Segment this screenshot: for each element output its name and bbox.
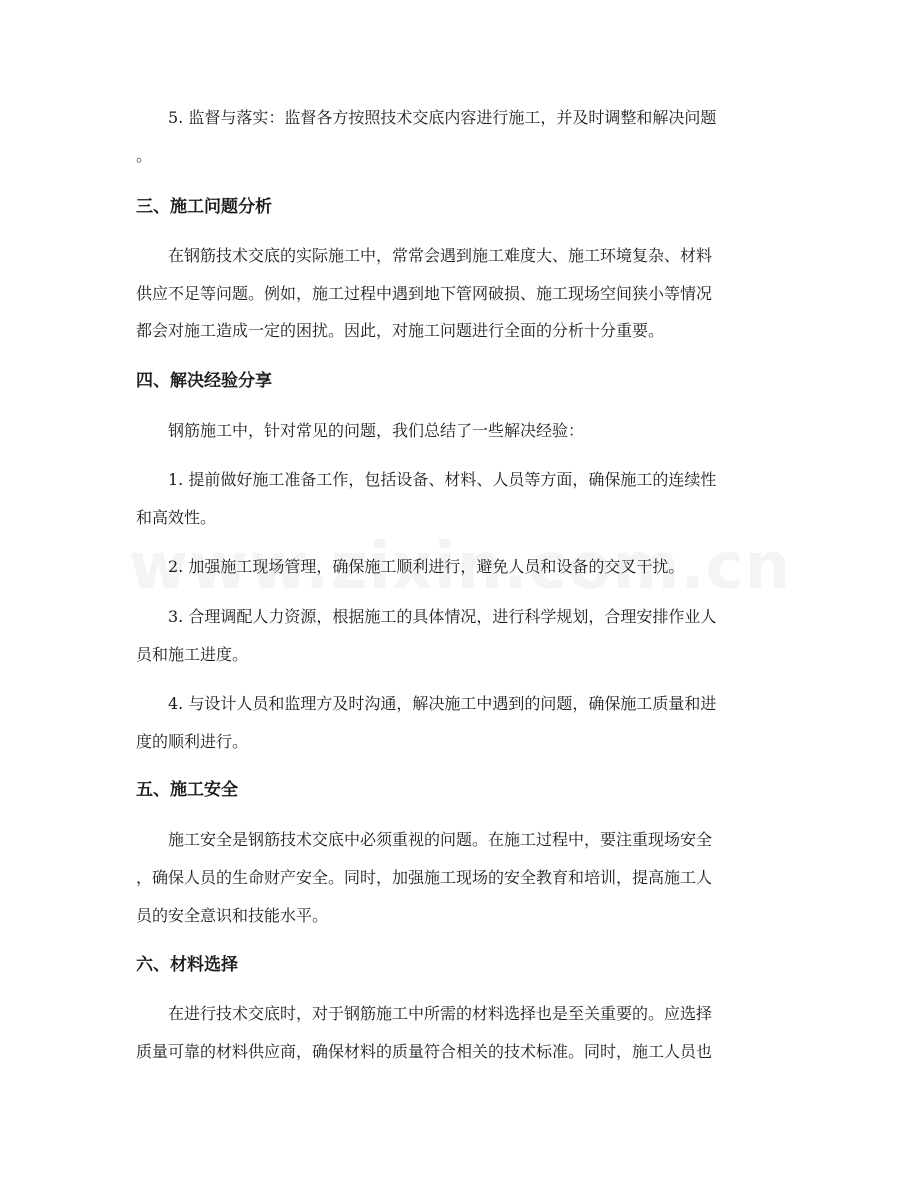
section-6-paragraph-line-2: 质量可靠的材料供应商，确保材料的质量符合相关的技术标准。同时，施工人员也 xyxy=(136,1042,713,1061)
section-3-paragraph-line-3: 都会对施工造成一定的困扰。因此，对施工问题进行全面的分析十分重要。 xyxy=(136,321,665,340)
list-item-4-line-2: 度的顺利进行。 xyxy=(136,732,249,751)
section-3-paragraph-line-2: 供应不足等问题。例如，施工过程中遇到地下管网破损、施工现场空间狭小等情况 xyxy=(136,284,713,303)
section-4-intro: 钢筋施工中，针对常见的问题，我们总结了一些解决经验： xyxy=(168,421,585,440)
section-5-paragraph-line-3: 员的安全意识和技能水平。 xyxy=(136,906,329,925)
list-item-3-line-2: 员和施工进度。 xyxy=(136,645,249,664)
item-5-line-2: 。 xyxy=(136,146,153,165)
list-item-2: 2. 加强施工现场管理，确保施工顺利进行，避免人员和设备的交叉干扰。 xyxy=(168,557,685,576)
section-6-heading: 六、材料选择 xyxy=(136,955,238,975)
section-6-paragraph-line-1: 在进行技术交底时，对于钢筋施工中所需的材料选择也是至关重要的。应选择 xyxy=(168,1004,713,1023)
section-5-paragraph-line-1: 施工安全是钢筋技术交底中必须重视的问题。在施工过程中，要注重现场安全 xyxy=(168,830,713,849)
section-3-paragraph-line-1: 在钢筋技术交底的实际施工中，常常会遇到施工难度大、施工环境复杂、材料 xyxy=(168,246,713,265)
list-item-3-line-1: 3. 合理调配人力资源，根据施工的具体情况，进行科学规划，合理安排作业人 xyxy=(168,607,717,626)
section-5-paragraph-line-2: ，确保人员的生命财产安全。同时，加强施工现场的安全教育和培训，提高施工人 xyxy=(136,868,713,887)
section-3-heading: 三、施工问题分析 xyxy=(136,197,272,217)
section-4-heading: 四、解决经验分享 xyxy=(136,371,272,391)
list-item-1-line-1: 1. 提前做好施工准备工作，包括设备、材料、人员等方面，确保施工的连续性 xyxy=(168,470,717,489)
list-item-1-line-2: 和高效性。 xyxy=(136,508,217,527)
list-item-4-line-1: 4. 与设计人员和监理方及时沟通，解决施工中遇到的问题，确保施工质量和进 xyxy=(168,694,717,713)
section-5-heading: 五、施工安全 xyxy=(136,780,238,800)
item-5-line-1: 5. 监督与落实：监督各方按照技术交底内容进行施工，并及时调整和解决问题 xyxy=(168,108,717,127)
